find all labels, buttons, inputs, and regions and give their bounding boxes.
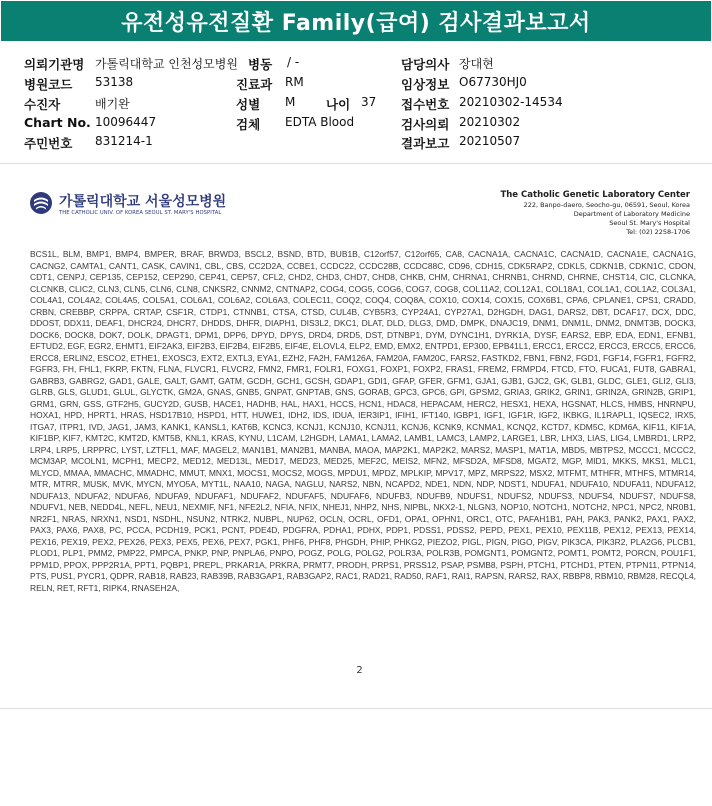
department-value: RM — [285, 75, 304, 89]
hospital-code-value: 53138 — [95, 75, 134, 89]
chart-no-value: 10096447 — [95, 115, 157, 129]
lab-center-street: 222, Banpo-daero, Seocho-gu, 06591, Seoul, Korea — [523, 201, 690, 209]
ward-value: / - — [287, 55, 300, 69]
page-number: 2 — [356, 665, 363, 676]
sex-label: 성별 — [236, 97, 261, 112]
patient-value: 배기완 — [95, 97, 130, 111]
request-date-label: 검사의뢰 — [401, 117, 450, 132]
doctor-value: 장대현 — [459, 57, 494, 71]
lab-center-address — [500, 189, 690, 237]
doctor-label: 담당의사 — [401, 57, 450, 72]
resident-number-value: 831214-1 — [95, 134, 153, 148]
clinical-info-value: O67730HJ0 — [459, 75, 527, 89]
report-title-bar — [1, 1, 711, 41]
patient-label: 수진자 — [24, 97, 61, 112]
resident-number-label: 주민번호 — [24, 136, 73, 151]
hospital-logo — [29, 191, 239, 221]
report-date-label: 결과보고 — [401, 136, 450, 151]
divider — [0, 163, 712, 164]
age-value: 37 — [361, 95, 377, 109]
hospital-name-ko: 가톨릭대학교 서울성모병원 — [59, 194, 227, 210]
bottom-divider — [0, 708, 712, 709]
patient-info-section — [0, 48, 712, 153]
accession-label: 접수번호 — [401, 97, 450, 112]
chart-no-label: Chart No. — [24, 115, 91, 130]
accession-value: 20210302-14534 — [459, 95, 563, 109]
hospital-seal-icon — [29, 191, 53, 215]
lab-center-tel: Tel: (02) 2258-1706 — [626, 228, 690, 236]
department-label: 진료과 — [236, 77, 273, 92]
ward-label: 병동 — [248, 57, 273, 72]
report-date-value: 20210507 — [459, 134, 521, 148]
specimen-label: 검체 — [236, 117, 261, 132]
clinical-info-label: 임상정보 — [401, 77, 450, 92]
report-title: 유전성유전질환 Family(급여) 검사결과보고서 — [121, 10, 591, 36]
lab-center-hospital: Seoul St. Mary's Hospital — [609, 219, 690, 227]
specimen-value: EDTA Blood — [285, 115, 355, 129]
request-date-value: 20210302 — [459, 115, 521, 129]
hospital-name-en: THE CATHOLIC UNIV. OF KOREA SEOUL ST. MARY'S HOSPITAL — [59, 210, 222, 216]
hospital-code-label: 병원코드 — [24, 77, 73, 92]
lab-center-department: Department of Laboratory Medicine — [573, 210, 690, 218]
age-label: 나이 — [326, 97, 351, 112]
sex-value: M — [285, 95, 296, 109]
gene-list: BCS1L, BLM, BMP1, BMP4, BMPER, BRAF, BRWD3, BSCL2, BSND, BTD, BUB1B, C12orf57, C12orf65, CA8, CACNA1A, CACNA1C, CACNA1D, CACNA1E, CACNA1G, CACNG2, CAMTA1, CANT1, CASK, CAVIN1, CBL, CBS, CC2D2A, CCBE1, CCDC22, CCDC28B, CCDC88C, CD96, CDH15, CDK5RAP2, CDKL5, CDKN1B, CDKN1C, CDON, CDT1, CENPJ, CEP135, CEP152, CEP290, CEP41, CEP57, CFL2, CHD2, CHD3, CHD7, CHD8, CHKB, CHM, CHRNA1, CHRNB1, CHRND, CHRNE, CHST14, CIC, CLCNKA, CLCNKB, CLIC2, CLN3, CLN5, CLN6, CLN8, CNKSR2, CNNM2, CNTNAP2, COG4, COG5, COG6, COG7, COG8, COL11A2, COL12A1, COL18A1, COL1A1, COL1A2, COL3A1, COL4A1, COL4A2, COL4A5, COL5A1, COL6A1, COL6A2, COL6A3, COLEC11, COQ2, COQ4, COQ8A, COX10, COX14, COX15, COX6B1, CPA6, CPLANE1, CPS1, CRADD, CRBN, CREBBP, CRPPA, CRTAP, CSF1R, CTDP1, CTNNB1, CTSA, CTSD, CUL4B, CYB5R3, CYP24A1, CYP27A1, D2HGDH, DAG1, DARS2, DBT, DCAF17, DCX, DDC, DDOST, DDX11, DEAF1, DHCR24, DHCR7, DHDDS, DHFR, DIAPH1, DIS3L2, DKC1, DLAT, DLD, DLG3, DMD, DMPK, DNAJC19, DNM1, DNM1L, DNM2, DNMT3B, DOCK3, DOCK6, DOCK8, DOK7, DOLK, DPAGT1, DPM1, DPP6, DPYD, DPYS, DRD4, DRD5, DST, DTNBP1, DYM, DYNC1H1, DYRK1A, DYSF, EARS2, EBP, EDA, EDN1, EFNB1, EFTUD2, EGF, EGR2, EHMT1, EIF2AK3, EIF2B3, EIF2B4, EIF2B5, EIF4E, ELOVL4, ELP2, EMD, EMX2, ENTPD1, EP300, EPB41L1, ERCC1, ERCC2, ERCC3, ERCC5, ERCC6, ERCC8, ERLIN2, ESCO2, ETHE1, EXOSC3, EXT2, EXTL3, EYA1, EZH2, FA2H, FAM126A, FAM20A, FAM20C, FARS2, FASTKD2, FBN1, FBN2, FGD1, FGF14, FGFR1, FGFR2, FGFR3, FH, FHL1, FKRP, FKTN, FLNA, FLVCR1, FLVCR2, FMN2, FMR1, FOLR1, FOXG1, FOXP1, FOXP2, FRAS1, FREM2, FRMPD4, FTCD, FTO, FUCA1, FUT8, GABRA1, GABRB3, GABRG2, GAD1, GALE, GALT, GAMT, GATM, GCDH, GCH1, GCSH, GDAP1, GDI1, GFAP, GFER, GFM1, GJA1, GJB1, GJC2, GK, GLB1, GLDC, GLE1, GLI2, GLI3, GLRB, GLS, GLUD1, GLUL, GLYCTK, GM2A, GNAS, GNB5, GNPAT, GNPTAB, GNS, GORAB, GPC3, GPC6, GPI, GPSM2, GRIA3, GRIK2, GRIN1, GRIN2A, GRIN2B, GRIP1, GRM1, GRN, GSS, GTF2H5, GUCY2D, GUSB, HACE1, HADHB, HAL, HAX1, HCCS, HCN1, HDAC8, HEPACAM, HERC2, HESX1, HEXA, HGSNAT, HLCS, HMBS, HNRNPU, HOXA1, HPD, HPRT1, HRAS, HSD17B10, HSPD1, HTT, HUWE1, IDH2, IDS, IDUA, IER3IP1, IFIH1, IFT140, IGBP1, IGF1, IGF1R, IGF2, IKBKG, IL1RAPL1, IQSEC2, IRX5, ITGA7, ITPR1, IVD, JAG1, JAM3, KANK1, KANSL1, KAT6B, KCNC3, KCNJ1, KCNJ10, KCNJ11, KCNJ6, KCNK9, KCNMA1, KCNQ2, KCTD7, KDM5C, KDM6A, KIF11, KIF1A, KIF1BP, KIF7, KMT2C, KMT2D, KMT5B, KNL1, KRAS, KYNU, L1CAM, L2HGDH, LAMA1, LAMA2, LAMB1, LAMC3, LAMP2, LARGE1, LBR, LHX3, LIAS, LIG4, LMBRD1, LRP2, LRP4, LRP5, LRPPRC, LYST, LZTFL1, MAF, MAGEL2, MAN1B1, MAN2B1, MANBA, MAOA, MAP2K1, MAP2K2, MARS2, MASP1, MAT1A, MBD5, MBTPS2, MCCC1, MCCC2, MCM3AP, MCOLN1, MCPH1, MECP2, MED12, MED13L, MED17, MED23, MED25, MEF2C, MEIS2, MFN2, MFSD2A, MFSD8, MGAT2, MGP, MID1, MKKS, MKS1, MLC1, MLYCD, MMAA, MMACHC, MMADHC, MMUT, MNX1, MOCS1, MOCS2, MOGS, MPDU1, MPDZ, MPLKIP, MPV17, MPZ, MRPS22, MSX2, MTFMT, MTHFR, MTHFS, MTMR14, MTR, MTRR, MUSK, MVK, MYCN, MYO5A, MYT1L, NAA10, NAGA, NAGLU, NARS2, NBN, NCAPD2, NDE1, NDN, NDP, NDST1, NDUFA1, NDUFA10, NDUFA11, NDUFA12, NDUFA13, NDUFA2, NDUFA6, NDUFA9, NDUFAF1, NDUFAF2, NDUFAF5, NDUFAF6, NDUFB3, NDUFB9, NDUFS1, NDUFS2, NDUFS3, NDUFS4, NDUFS7, NDUFS8, NDUFV1, NEB, NEDD4L, NEFL, NEU1, NEXMIF, NF1, NFE2L2, NFIA, NFIX, NHEJ1, NHP2, NHS, NIPBL, NKX2-1, NLGN3, NOP10, NOTCH1, NOTCH2, NPC1, NPC2, NR0B1, NR2F1, NRAS, NRXN1, NSD1, NSDHL, NSUN2, NTRK2, NUBPL, NUP62, OCLN, OCRL, OFD1, OPA1, OPHN1, ORC1, OTC, PAFAH1B1, PAH, PAK3, PANK2, PAX1, PAX2, PAX3, PAX6, PAX8, PC, PCCA, PCDH19, PCK1, PCNT, PDE4D, PDGFRA, PDHA1, PDHX, PDP1, PDSS1, PDSS2, PEPD, PEX1, PEX10, PEX11B, PEX12, PEX13, PEX14, PEX16, PEX19, PEX2, PEX26, PEX3, PEX5, PEX6, PEX7, PGK1, PHF6, PHF8, PHGDH, PHIP, PHKG2, PIEZO2, PIGL, PIGN, PIGO, PIGV, PIK3CA, PIK3R2, PLA2G6, PLCB1, PLOD1, PLP1, PMM2, PMP22, PMPCA, PNKP, PNP, PNPLA6, PNPO, POGZ, POLG, POLG2, POLR3A, POLR3B, POMGNT1, POMGNT2, POMT1, POMT2, PORCN, POU1F1, PPM1D, PPOX, PPP2R1A, PPT1, PQBP1, PREPL, PRKAR1A, PRKRA, PRMT7, PRODH, PRPS1, PRSS12, PSAP, PSMB8, PSPH, PTCH1, PTCHD1, PTEN, PTPN11, PTPN14, PTS, PUS1, PYCR1, QDPR, RAB18, RAB23, RAB39B, RAB3GAP1, RAB3GAP2, RAC1, RAD21, RAD50, RAF1, RAI1, RAPSN, RARS2, RAX, RBBP8, RBM10, RBM28, RECQL4, RELN, RET, RFT1, RIPK4, RNASEH2A, — [30, 249, 696, 593]
institution-label: 의뢰기관명 — [24, 57, 85, 72]
scanned-report-page — [17, 171, 702, 699]
lab-center-name: The Catholic Genetic Laboratory Center — [500, 190, 690, 200]
institution-value: 가톨릭대학교 인천성모병원 — [95, 57, 238, 71]
